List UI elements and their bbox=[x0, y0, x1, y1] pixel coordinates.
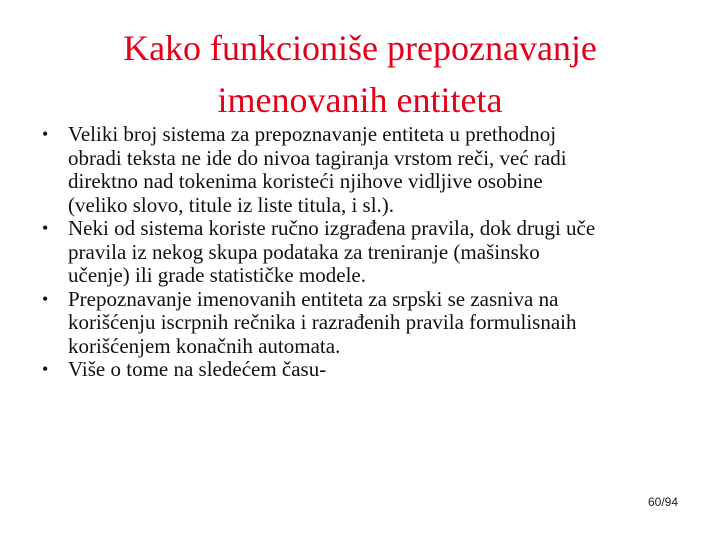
bullet-item-2 bbox=[42, 217, 692, 288]
bullet-item-3 bbox=[42, 288, 692, 359]
bullet-marker: • bbox=[42, 288, 49, 309]
bullet-marker: • bbox=[42, 359, 49, 379]
page-number: 60/94 bbox=[647, 495, 678, 509]
bullet-item-1 bbox=[42, 123, 692, 217]
bullet-list bbox=[42, 123, 692, 382]
bullet-2-line-1: Neki od sistema koriste ručno izgrađena pravila, dok drugi uče bbox=[68, 216, 596, 240]
bullet-1-line-4: (veliko slovo, titule iz liste titula, i sl.). bbox=[68, 192, 395, 217]
bullet-1-line-3: direktno nad tokenima koristeći njihove vidljive osobine bbox=[68, 169, 543, 193]
bullet-item-4 bbox=[42, 358, 692, 382]
title-line-2: imenovanih entiteta bbox=[217, 80, 503, 120]
bullet-3-line-1: Prepoznavanje imenovanih entiteta za srpski se zasniva na bbox=[68, 286, 559, 311]
bullet-1-line-2: obradi teksta ne ide do nivoa tagiranja vrstom reči, već radi bbox=[68, 145, 567, 170]
bullet-4-line-1: Više o tome na sledećem času- bbox=[68, 357, 327, 381]
bullet-3-line-2: korišćenju iscrpnih rečnika i razrađenih pravila formulisnaih bbox=[68, 310, 577, 334]
title-line-1: Kako funkcioniše prepoznavanje bbox=[123, 28, 597, 68]
bullet-marker: • bbox=[42, 218, 49, 238]
bullet-3-line-3: korišćenjem konačnih automata. bbox=[68, 333, 341, 358]
slide-title bbox=[40, 22, 680, 126]
bullet-1-line-1: Veliki broj sistema za prepoznavanje entiteta u prethodnoj bbox=[68, 122, 557, 146]
bullet-marker: • bbox=[42, 124, 49, 144]
bullet-2-line-3: učenje) ili grade statističke modele. bbox=[68, 263, 366, 287]
bullet-2-line-2: pravila iz nekog skupa podataka za treniranje (mašinsko bbox=[68, 239, 540, 264]
